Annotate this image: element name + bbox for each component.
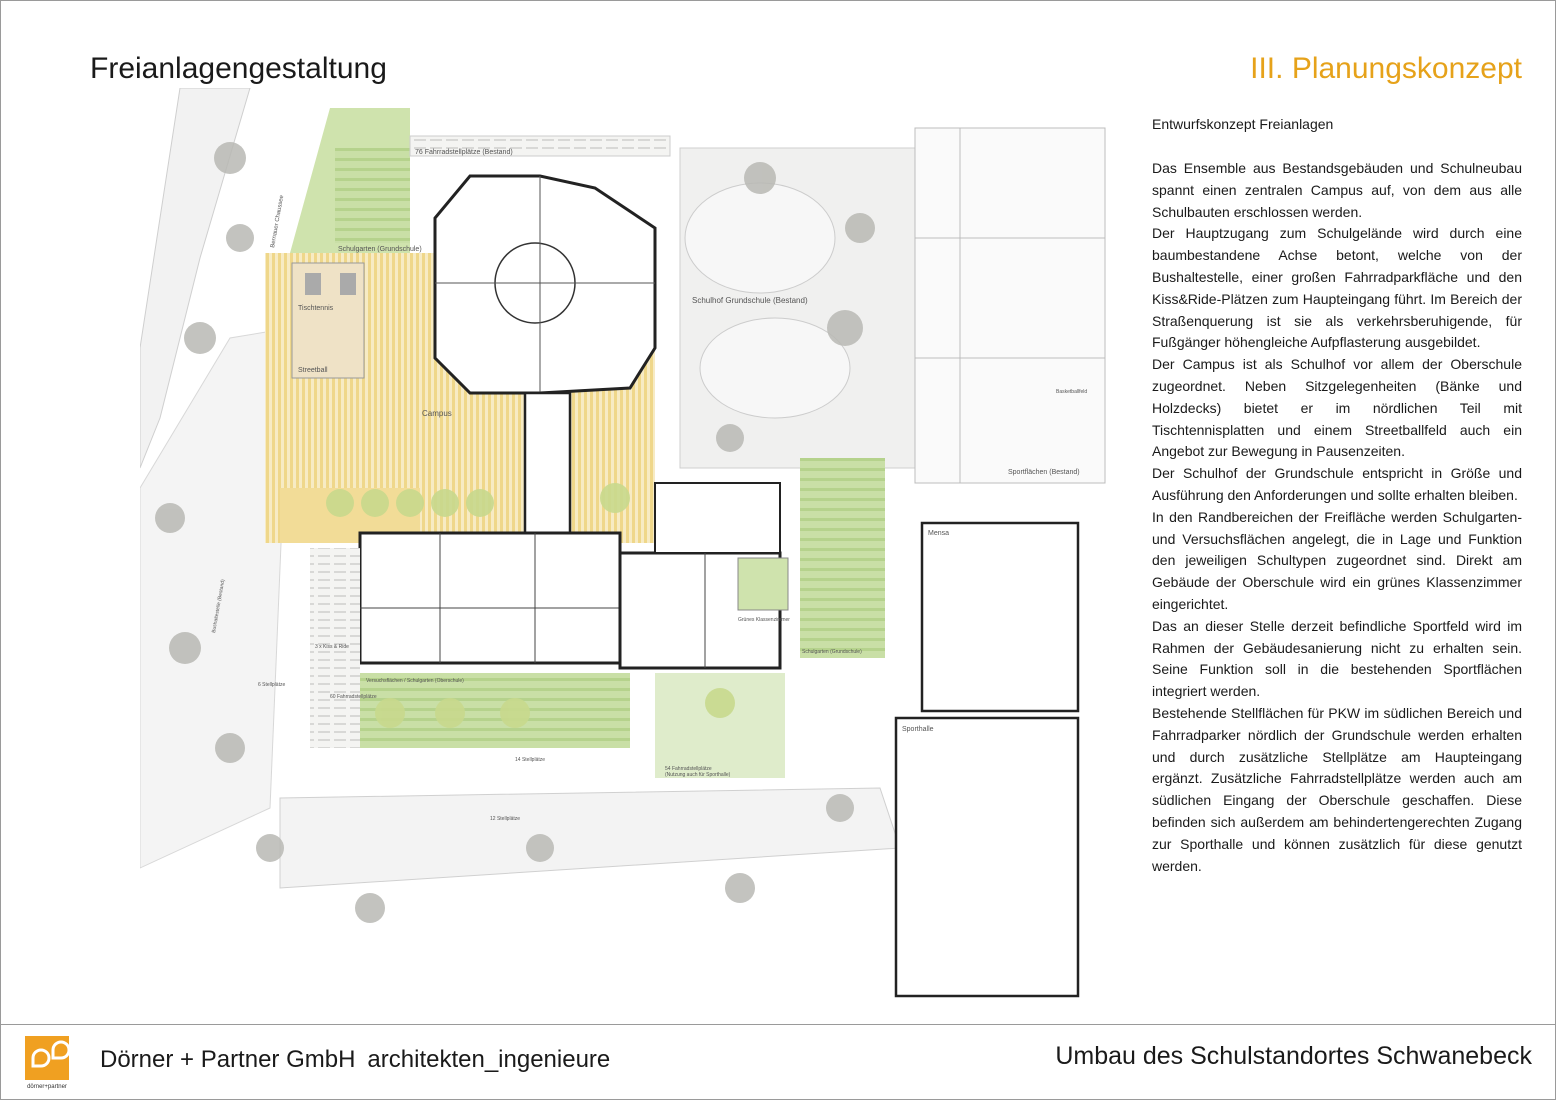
sport-fields-existing — [915, 128, 1105, 483]
label-campus: Campus — [422, 409, 452, 418]
label-kiss-ride: 3 x Kiss & Ride — [315, 644, 349, 650]
footer-divider — [0, 1024, 1556, 1025]
paragraph-2: Der Hauptzugang zum Schulgelände wird durch eine baumbestandene Achse betont, welche von der Bushaltestelle, einer großen Fahrradparkfläche und den Kiss&Ride-Plätzen zum Haupteingang führt. Im Bereich der Straßenquerung ist sie als verkehrsberuhigende, für Fußgänger höhengleiche Aufpflasterung ausgebildet. — [1152, 225, 1522, 351]
logo-mark-icon — [25, 1036, 69, 1080]
school-garden-north — [335, 148, 410, 243]
section-title: III. Planungskonzept — [1250, 52, 1522, 85]
table-tennis-2 — [340, 273, 356, 295]
label-green-classroom: Grünes Klassenzimmer — [738, 617, 790, 623]
label-streetball: Streetball — [298, 367, 328, 374]
paragraph-1: Das Ensemble aus Bestandsgebäuden und Schulneubau spannt einen zentralen Campus auf, von dem aus alle Schulbauten erschlossen werden. — [1152, 160, 1522, 220]
paragraph-4: Der Schulhof der Grundschule entspricht in Größe und Ausführung den Anforderungen und sollte erhalten bleiben. — [1152, 465, 1522, 503]
paragraph-3: Der Campus ist als Schulhof vor allem der Oberschule zugeordnet. Neben Sitzgelegenheiten (Bänke und Holzdecks) bietet er im nördlichen Teil mit Tischtennisplatten und einem Streetballfeld auch ein Angebot zur Bewegung in Pausenzeiten. — [1152, 356, 1522, 460]
paragraph-7: Bestehende Stellflächen für PKW im südlichen Bereich und Fahrradparker nördlich der Grundschule werden erhalten und durch zusätzliche Stellplätze am Haupteingang ergänzt. Zusätzliche Fahrradstellplätze werden auch am südlichen Eingang der Oberschule geschaffen. Diese befinden sich außerdem am behindertengerechten Zugang zur Sporthalle und können zusätzlich für diese genutzt werden. — [1152, 704, 1522, 874]
label-bike-60: 60 Fahrradstellplätze — [330, 694, 377, 700]
label-test-fields: Versuchsflächen / Schulgarten (Oberschule) — [366, 678, 464, 684]
company-logo — [25, 1036, 69, 1080]
play-area-1 — [685, 183, 835, 293]
school-garden-east — [800, 458, 885, 658]
label-garden-gs-north: Schulgarten (Grundschule) — [338, 246, 422, 253]
paragraph-6: Das an dieser Stelle derzeit befindliche Sportfeld wird im Rahmen der Gebäudesanierung nicht zu erhalten sein. Seine Funktion soll in die bestehenden Sportflächen integriert werden. — [1152, 617, 1522, 700]
label-sport-fields: Sportflächen (Bestand) — [1008, 469, 1080, 476]
site-plan — [140, 88, 1106, 1005]
page-title: Freianlagengestaltung — [90, 52, 387, 85]
company-subtitle: architekten_ingenieure — [367, 1046, 611, 1073]
building-connector — [525, 393, 570, 538]
label-road: Bernauer Chaussee — [270, 194, 286, 249]
company-title: Dörner + Partner GmbH — [100, 1046, 356, 1073]
sporthalle-building — [896, 718, 1078, 996]
label-bike-54-sub: (Nutzung auch für Sporthalle) — [665, 772, 731, 778]
logo-caption: dörner+partner — [27, 1084, 67, 1090]
building-upper-school — [360, 533, 620, 663]
label-sporthalle: Sporthalle — [902, 726, 934, 733]
label-table-tennis: Tischtennis — [298, 305, 334, 312]
company-name — [100, 1046, 610, 1074]
play-area-2 — [700, 318, 850, 418]
building-octagon — [435, 176, 655, 393]
label-bike-54: 54 Fahrradstellplätze — [665, 766, 712, 772]
table-tennis-1 — [305, 273, 321, 295]
label-parking-6: 6 Stellplätze — [258, 682, 286, 688]
label-bus-stop: Bushaltestelle (Bestand) — [211, 578, 227, 634]
mensa-building — [922, 523, 1078, 711]
text-column — [1152, 116, 1522, 877]
paragraph-5: In den Randbereichen der Freifläche werden Schulgarten- und Versuchsflächen angelegt, die in Lage und Funktion den jeweiligen Schultypen zugeordnet sind. Direkt am Gebäude der Oberschule wird ein grünes Klassenzimmer eingerichtet. — [1152, 508, 1522, 612]
label-schoolyard-gs: Schulhof Grundschule (Bestand) — [692, 296, 808, 305]
label-parking-12: 12 Stellplätze — [490, 816, 521, 822]
text-heading: Entwurfskonzept Freianlagen — [1152, 116, 1334, 132]
road-south — [280, 788, 900, 888]
label-bike-existing: 76 Fahrradstellplätze (Bestand) — [415, 149, 513, 156]
label-mensa: Mensa — [928, 530, 950, 537]
label-garden-gs-east: Schulgarten (Grundschule) — [802, 649, 862, 655]
project-title: Umbau des Schulstandortes Schwanebeck — [1055, 1042, 1532, 1070]
label-basketball: Basketballfeld — [1056, 389, 1088, 395]
green-classroom — [738, 558, 788, 610]
label-parking-14: 14 Stellplätze — [515, 757, 546, 763]
